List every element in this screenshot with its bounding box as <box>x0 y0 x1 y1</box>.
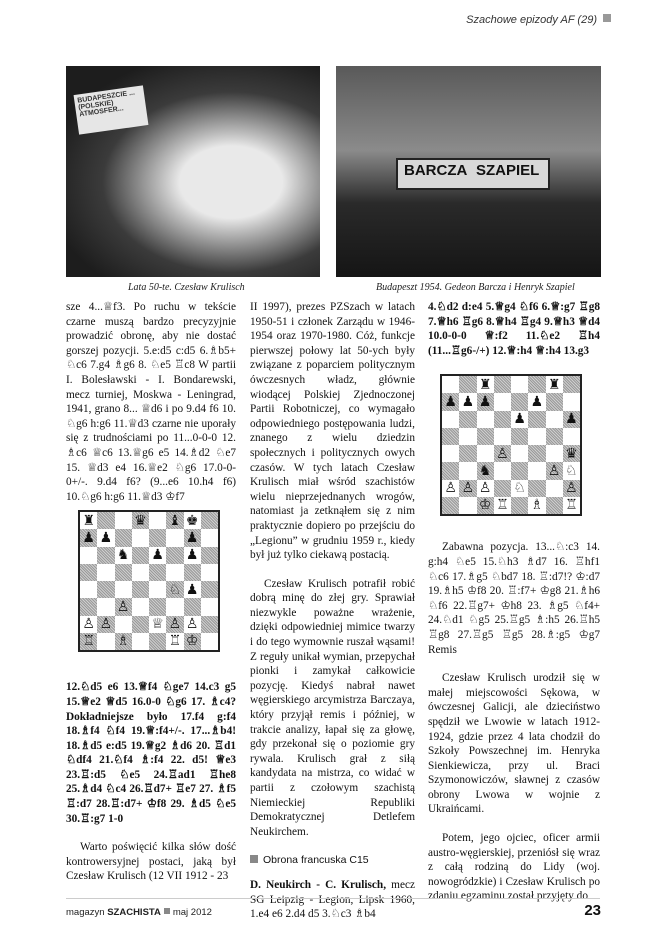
board-square <box>511 393 528 410</box>
chess-piece: ♘ <box>513 480 526 497</box>
board-square <box>184 581 201 598</box>
photo-krulisch <box>66 66 320 277</box>
board-square <box>80 581 97 598</box>
board-square <box>546 462 563 479</box>
board-square <box>97 512 114 529</box>
board-square <box>201 633 218 650</box>
chess-piece: ♖ <box>496 497 509 514</box>
board-square <box>459 393 476 410</box>
col3-paragraph-3: Czesław Krulisch urodził się w małej miejscowości Sękowa, w ówczesnej Galicji, ale dzieciństwo spędził we Lwowie w latach 1912-1924, gdzie przez 4 lata chodził do Szkoły Powszechnej im. Henryka Sienkiewicza, przy ul. Braci Szymonowiczów, sławnej z czasów obrony Lwowa w wojnie z Ukraińcami. <box>428 672 600 816</box>
board-square <box>528 480 545 497</box>
board-square <box>201 581 218 598</box>
board-square <box>563 428 580 445</box>
chess-piece: ♟ <box>151 547 164 564</box>
board-square <box>511 462 528 479</box>
board-square <box>201 512 218 529</box>
chess-piece: ♙ <box>565 480 578 497</box>
chess-piece: ♟ <box>478 393 492 410</box>
board-square <box>528 393 545 410</box>
board-square <box>132 547 149 564</box>
board-square <box>459 497 476 514</box>
board-square <box>166 529 183 546</box>
board-square <box>528 462 545 479</box>
series-title: Szachowe epizody AF (29) <box>466 14 611 26</box>
board-square <box>442 411 459 428</box>
col3-paragraph-4: Potem, jego ojciec, oficer armii austro-węgierskiej, przeniósł się wraz z całą rodziną do Lidy (woj. nowogródzkie) i Czesław Krulisch po zdaniu egzaminu został przyjęty do <box>428 832 600 903</box>
chess-piece: ♙ <box>444 480 457 497</box>
board-square <box>132 564 149 581</box>
board-square <box>97 633 114 650</box>
board-square <box>528 497 545 514</box>
board-square <box>115 616 132 633</box>
board-square <box>528 376 545 393</box>
chess-piece: ♗ <box>530 497 544 514</box>
chess-piece: ♛ <box>134 512 147 529</box>
board-square <box>80 633 97 650</box>
photo-barcza-szapiel <box>336 66 601 277</box>
chess-piece: ♙ <box>496 445 509 462</box>
board-square <box>166 598 183 615</box>
chess-piece: ♖ <box>565 497 578 514</box>
board-square <box>115 564 132 581</box>
board-square <box>115 598 132 615</box>
board-square <box>132 598 149 615</box>
board-square <box>563 497 580 514</box>
board-square <box>115 529 132 546</box>
board-square <box>149 529 166 546</box>
board-square <box>184 547 201 564</box>
board-square <box>546 376 563 393</box>
board-square <box>528 445 545 462</box>
col1-paragraph-3: Warto poświęcić kilka słów dość kontrowersyjnej postaci, jaką był Czesław Krulisch (12 VII 1912 - 23 <box>66 841 236 883</box>
footer-square-icon <box>164 908 170 914</box>
board-square <box>442 445 459 462</box>
board-square <box>494 411 511 428</box>
chess-piece: ♟ <box>82 529 95 546</box>
col3-moves-1: 4.♘d2 d:e4 5.♕g4 ♘f6 6.♕:g7 ♖g8 7.♕h6 ♖g6 8.♕h4 ♖g4 9.♕h3 ♕d4 10.0-0-0 ♕:f2 11.♘e2 ♖h4 (11...♖g6-/+) 12.♕:h4 ♕:h4 13.g3 <box>428 301 600 357</box>
column-2 <box>250 300 415 922</box>
section-square-icon <box>250 855 258 863</box>
board-square <box>132 512 149 529</box>
chess-piece: ♔ <box>478 497 492 514</box>
chess-piece: ♟ <box>185 547 199 564</box>
board-square <box>201 616 218 633</box>
chess-piece: ♙ <box>168 616 182 633</box>
chess-piece: ♟ <box>444 393 457 410</box>
board-square <box>80 529 97 546</box>
board-square <box>115 581 132 598</box>
chess-piece: ♖ <box>82 633 95 650</box>
board-square <box>477 393 494 410</box>
board-square <box>97 616 114 633</box>
board-square <box>511 480 528 497</box>
board-square <box>201 529 218 546</box>
board-square <box>132 633 149 650</box>
col1-moves: 12.♘d5 e6 13.♕f4 ♘ge7 14.c3 g5 15.♕e2 ♕d5 16.0-0 ♘g6 17. ♗c4? Dokładniejsze było 17.f4 g:f4 18.♗f4 ♘f4 19.♕:f4+/-. 17...♗b4! 18.♗d5 e:d5 19.♕g2 ♗d6 20. ♖d1 ♘df4 21.♘f4 ♗:f4 22. d5! ♕e3 23.♖:d5 ♘e5 24.♖ad1 ♖he8 25.♗d4 ♘c4 26.♖d7+ ♖e7 27. ♗f5 ♖:d7 28.♖:d7+ ♔f8 29. ♗d5 ♘e5 30.♖:g7 1-0 <box>66 681 236 825</box>
board-square <box>97 598 114 615</box>
chess-piece: ♖ <box>168 633 182 650</box>
opening-section: Obrona francuska C15 <box>250 853 415 868</box>
board-square <box>546 497 563 514</box>
board-square <box>546 411 563 428</box>
board-square <box>184 564 201 581</box>
board-square <box>511 497 528 514</box>
board-square <box>166 633 183 650</box>
board-square <box>563 376 580 393</box>
board-square <box>563 445 580 462</box>
chess-piece: ♙ <box>116 598 130 615</box>
board-square <box>97 529 114 546</box>
board-square <box>477 480 494 497</box>
chess-piece: ♙ <box>82 616 95 633</box>
board-square <box>459 480 476 497</box>
board-square <box>149 581 166 598</box>
board-square <box>442 376 459 393</box>
board-square <box>149 547 166 564</box>
board-square <box>115 512 132 529</box>
board-square <box>494 497 511 514</box>
board-square <box>494 480 511 497</box>
chess-diagram-1 <box>78 510 220 652</box>
board-square <box>184 616 201 633</box>
chess-piece: ♜ <box>478 376 492 393</box>
board-square <box>459 376 476 393</box>
board-square <box>184 512 201 529</box>
chess-piece: ♝ <box>168 512 182 529</box>
board-square <box>459 411 476 428</box>
chess-piece: ♟ <box>185 529 199 546</box>
photo-sign: BUDAPESZCIE ... (POLSKIE) ATMOSFER... <box>74 85 149 134</box>
chess-piece: ♙ <box>478 480 492 497</box>
game-moves: mecz SG Leipzig - Legion, Lipsk 1960, 1.e4 e6 2.d4 d5 3.♘c3 ♗b4 <box>250 878 416 921</box>
board-square <box>97 581 114 598</box>
board-square <box>494 428 511 445</box>
board-square <box>442 480 459 497</box>
board-square <box>511 428 528 445</box>
board-square <box>80 616 97 633</box>
board-square <box>477 376 494 393</box>
board-square <box>97 564 114 581</box>
footer-magazine: magazyn SZACHISTA maj 2012 <box>66 907 212 918</box>
board-square <box>442 497 459 514</box>
board-square <box>546 428 563 445</box>
board-square <box>494 445 511 462</box>
chess-piece: ♗ <box>116 633 130 650</box>
chess-piece: ♟ <box>530 393 544 410</box>
board-square <box>459 428 476 445</box>
board-square <box>166 512 183 529</box>
board-square <box>166 581 183 598</box>
chess-piece: ♟ <box>185 581 199 598</box>
board-square <box>115 633 132 650</box>
board-square <box>149 512 166 529</box>
board-square <box>201 564 218 581</box>
board-square <box>149 564 166 581</box>
board-square <box>494 462 511 479</box>
board-square <box>132 581 149 598</box>
caption-left: Lata 50-te. Czesław Krulisch <box>128 282 245 293</box>
board-square <box>546 393 563 410</box>
board-square <box>563 393 580 410</box>
board-square <box>563 462 580 479</box>
chess-piece: ♕ <box>151 616 164 633</box>
col1-paragraph-1: sze 4...♕f3. Po ruchu w tekście czarne muszą bardzo precyzyjnie prowadzić obronę, aby nie dostać gorszej pozycji. 5.e:d5 c:d5 6.♗b5+ ♘c6 7.g4 ♗g6 8. ♘e5 ♖c8 W partii I. Bolesławski - I. Bondarewski, mecz turniej, Moskwa - Leningrad, 1941, grano 8... ♕d6 i po 9.d4 f6 10. ♘g6 h:g6 11.♕d3 czarne nie uporały się z trudnościami po 11...0-0-0 12. ♗c6 ♕c6 13.♕g6 e5 14.♗d2 ♘e7 15. ♕d3 e4 16.♕e2 ♘g6 17.0-0-0+/-. 9.d4 f6? (9...e6 10.h4 f6) 10.♘g6 h:g6 11.♕d3 ♔f7 <box>66 301 236 503</box>
board-square <box>166 547 183 564</box>
game-players: D. Neukirch - C. Krulisch, <box>250 878 387 891</box>
chess-piece: ♙ <box>547 462 561 479</box>
footer-rule <box>66 898 600 899</box>
board-square <box>184 529 201 546</box>
board-square <box>149 633 166 650</box>
board-square <box>494 376 511 393</box>
chess-piece: ♙ <box>461 480 475 497</box>
board-square <box>166 616 183 633</box>
board-square <box>80 547 97 564</box>
board-square <box>201 547 218 564</box>
board-square <box>477 411 494 428</box>
board-square <box>494 393 511 410</box>
board-square <box>459 462 476 479</box>
board-square <box>477 462 494 479</box>
board-square <box>477 445 494 462</box>
board-square <box>459 445 476 462</box>
board-square <box>528 411 545 428</box>
board-square <box>149 598 166 615</box>
board-square <box>528 428 545 445</box>
board-square <box>115 547 132 564</box>
board-square <box>511 445 528 462</box>
chess-piece: ♟ <box>565 411 578 428</box>
chess-piece: ♘ <box>565 462 578 479</box>
chess-piece: ♔ <box>185 633 199 650</box>
board-square <box>546 480 563 497</box>
board-square <box>563 411 580 428</box>
col2-paragraph-2: Czesław Krulisch potrafił robić dobrą minę do złej gry. Sprawiał niezwykle poważne wrażenie, dzięki odpowiedniej mimice twarzy i do tego wymownie ruszał wąsami! Z reguły unikał wymian, przepychał pionki i zamykał całkowicie pozycję. Kiedyś nabrał nawet węgierskiego arcymistrza Barczaya, który przyjął remis i później, w trakcie analizy, łapał się za głowę, gdy przekonał się o poziomie gry rywala. Krulisch grał z siłą kandydata na mistrza, co widać w partii z czołowym szachistą Niemieckiej Republiki Demokratycznej Detlefem Neukirchem. <box>250 577 415 838</box>
nameplate-szapiel: SZAPIEL <box>476 162 540 179</box>
chess-piece: ♙ <box>99 616 113 633</box>
board-square <box>149 616 166 633</box>
board-square <box>442 462 459 479</box>
board-square <box>80 512 97 529</box>
board-square <box>97 547 114 564</box>
board-square <box>477 428 494 445</box>
board-square <box>477 497 494 514</box>
board-square <box>511 411 528 428</box>
col2-paragraph-1: II 1997), prezes PZSzach w latach 1950-51 i członek Zarządu w 1946-1954 oraz 1970-1980. Cóż, funkcje pierwszej połowy lat 50-ych były związane z poparciem politycznym ówczesnych władz, głównie wiodącej Polskiej Zjednoczonej Partii Robotniczej, co wymagało odpowiedniego postępowania ludzi, znanego z wielu dziedzin społecznych i politycznych owych czasów. W tych latach Czesław Krulisch miał wśród szachistów wielu nieprzejednanych wrogów, natomiast ja zetknąłem się z nim praktycznie dopiero po przejściu do „Legionu” w grudniu 1959 r., kiedy był już tylko ciekawą postacią. <box>250 301 415 562</box>
chess-piece: ♜ <box>547 376 561 393</box>
board-square <box>132 529 149 546</box>
chess-piece: ♟ <box>461 393 475 410</box>
chess-piece: ♙ <box>185 616 199 633</box>
board-square <box>184 598 201 615</box>
board-square <box>184 633 201 650</box>
series-square-icon <box>603 14 611 22</box>
caption-right: Budapeszt 1954. Gedeon Barcza i Henryk Szapiel <box>376 282 575 293</box>
board-square <box>511 376 528 393</box>
chess-diagram-2 <box>440 374 582 516</box>
page-number: 23 <box>584 902 601 919</box>
chess-piece: ♟ <box>513 411 526 428</box>
board-square <box>563 480 580 497</box>
board-square <box>442 393 459 410</box>
col3-moves-2: Zabawna pozycja. 13...♘:c3 14. g:h4 ♘e5 15.♘h3 ♗d7 16. ♖hf1 ♘c6 17.♗g5 ♘bd7 18. ♖:d7!? ♔:d7 19.♗h5 ♔f8 20. ♖:f7+ ♔g8 21.♗h6 ♘f6 22.♖g7+ ♔h8 23. ♗g5 ♘f4+ 24.♘d1 ♘g5 25.♖g5 ♗:h5 26.♖h5 ♖g8 27.♖g5 ♖g5 28.♗:g5 ♔g7 Remis <box>428 541 600 656</box>
chess-piece: ♜ <box>82 512 95 529</box>
chess-piece: ♚ <box>185 512 199 529</box>
board-square <box>80 598 97 615</box>
chess-piece: ♟ <box>99 529 113 546</box>
chess-piece: ♘ <box>168 581 182 598</box>
nameplate-barcza: BARCZA <box>404 162 468 179</box>
chess-piece: ♞ <box>478 462 492 479</box>
chess-piece: ♛ <box>565 445 578 462</box>
board-square <box>80 564 97 581</box>
board-square <box>132 616 149 633</box>
board-square <box>166 564 183 581</box>
board-square <box>546 445 563 462</box>
chess-piece: ♞ <box>116 547 130 564</box>
board-square <box>201 598 218 615</box>
board-square <box>442 428 459 445</box>
